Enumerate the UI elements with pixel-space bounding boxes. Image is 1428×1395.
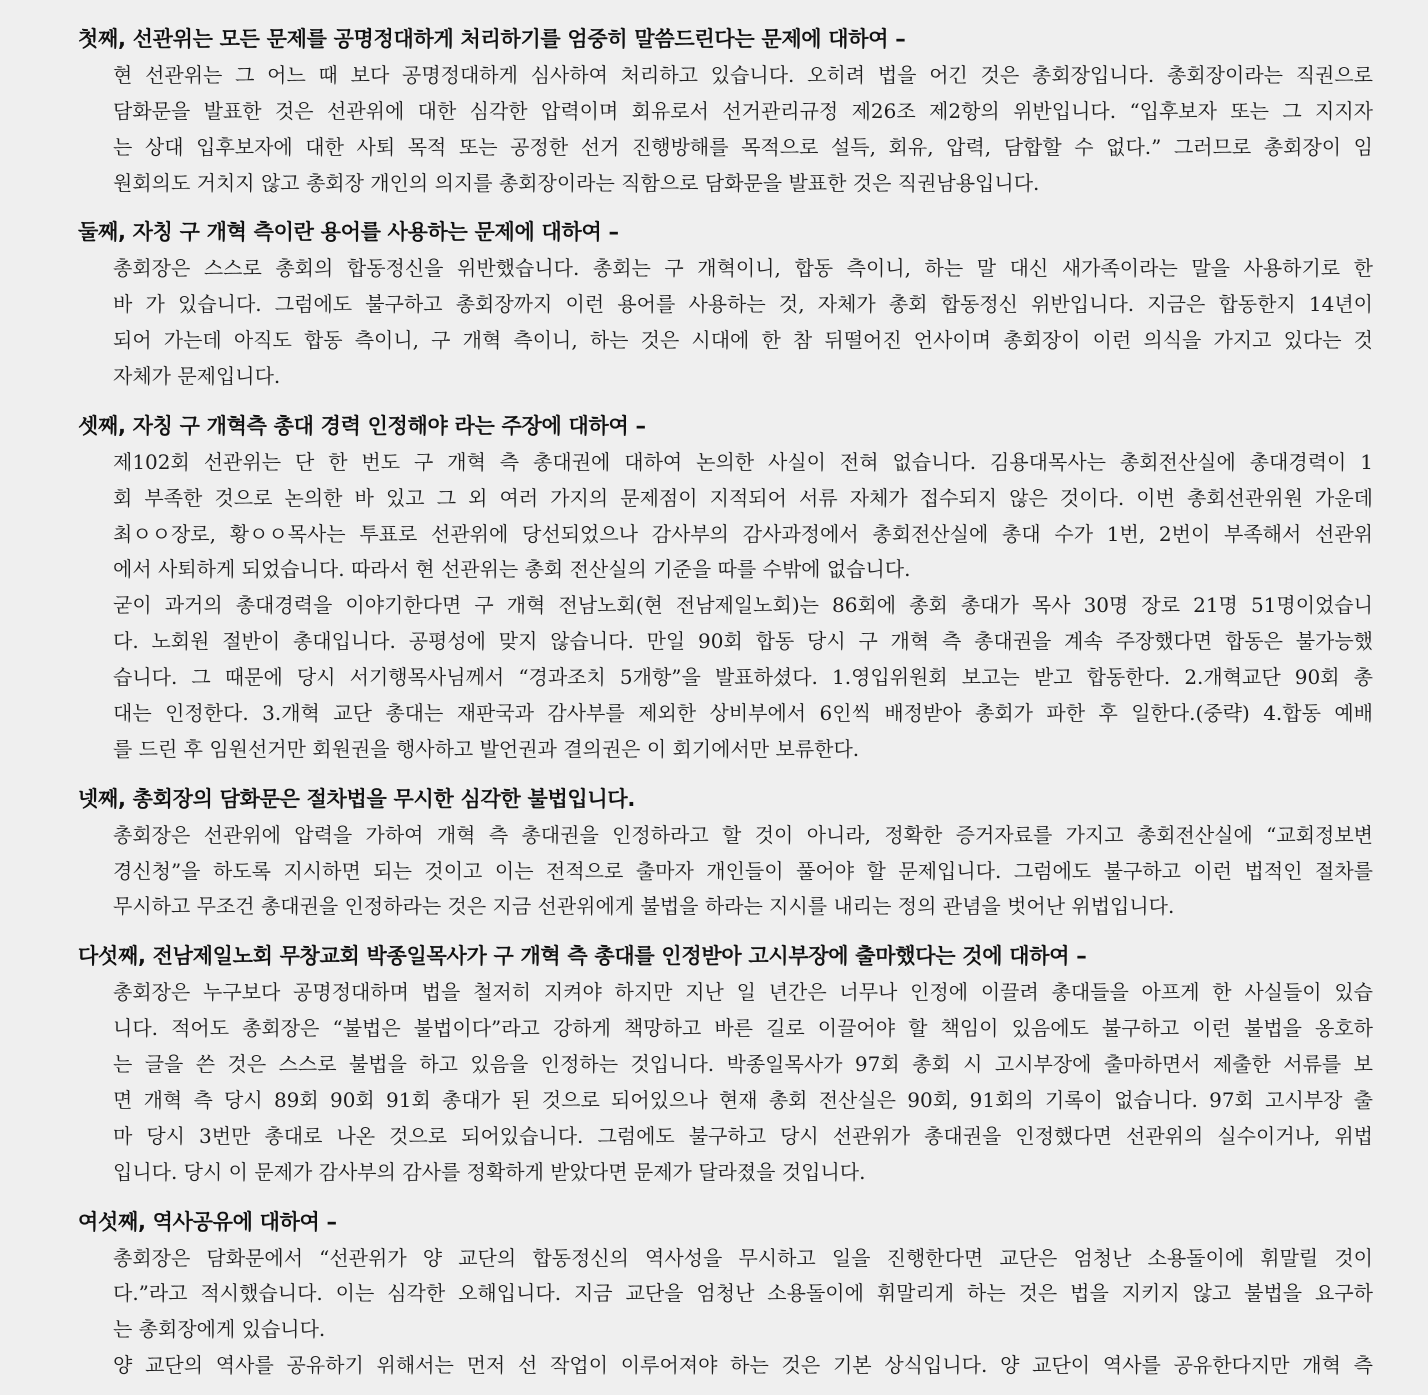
text-line: 굳이 과거의 총대경력을 이야기한다면 구 개혁 전남노회(현 전남제일노회)는 86회에 총회 총대가 목사 30명 장로 21명 51명이었습니: [113, 593, 1373, 618]
text-line: 바 가 있습니다. 그럼에도 불구하고 총회장까지 이런 용어를 사용하는 것, 자체가 총회 합동정신 위반입니다. 지금은 합동한지 14년이: [113, 292, 1373, 317]
text-line: 양 교단의 역사를 공유하기 위해서는 먼저 선 작업이 이루어져야 하는 것은 기본 상식입니다. 양 교단이 역사를 공유한다지만 개혁 측: [113, 1353, 1373, 1378]
section-fifth: [0, 939, 1428, 1190]
section-first: [0, 22, 1428, 201]
section-third: [0, 409, 1428, 768]
text-line: 입니다. 당시 이 문제가 감사부의 감사를 정확하게 받았다면 문제가 달라졌을 것입니다.: [113, 1159, 866, 1184]
section-heading: 넷째, 총회장의 담화문은 절차법을 무시한 심각한 불법입니다.: [78, 786, 636, 811]
text-line: 니다. 적어도 총회장은 “불법은 불법이다”라고 강하게 책망하고 바른 길로 이끌어야 할 책임이 있음에도 불구하고 이런 불법을 옹호하: [113, 1016, 1373, 1041]
section-heading: 둘째, 자칭 구 개혁 측이란 용어를 사용하는 문제에 대하여 –: [78, 220, 619, 245]
text-line: 담화문을 발표한 것은 선관위에 대한 심각한 압력이며 회유로서 선거관리규정 제26조 제2항의 위반입니다. “입후보자 또는 그 지지자: [113, 98, 1373, 123]
text-line: 대는 인정한다. 3.개혁 교단 총대는 재판국과 감사부를 제외한 상비부에서 6인씩 배정받아 총회가 파한 후 일한다.(중략) 4.합동 예배: [113, 701, 1373, 726]
paragraph: [0, 58, 1428, 202]
text-line: 경신청”을 하도록 지시하면 되는 것이고 이는 전적으로 출마자 개인들이 풀어야 할 문제입니다. 그럼에도 불구하고 이런 법적인 절차를: [113, 858, 1373, 883]
text-line: 최ㅇㅇ장로, 황ㅇㅇ목사는 투표로 선관위에 당선되었으나 감사부의 감사과정에서 총회전산실에 총대 수가 1번, 2번이 부족해서 선관위: [113, 521, 1373, 546]
text-line: 무시하고 무조건 총대권을 인정하라는 것은 지금 선관위에게 불법을 하라는 지시를 내리는 정의 관념을 벗어난 위법입니다.: [113, 894, 1175, 919]
text-line: 다.”라고 적시했습니다. 이는 심각한 오해입니다. 지금 교단을 엄청난 소용돌이에 휘말리게 하는 것은 법을 지키지 않고 불법을 요구하: [113, 1281, 1373, 1306]
text-line: 면 개혁 측 당시 89회 90회 91회 총대가 된 것으로 되어있으나 현재 총회 전산실은 90회, 91회의 기록이 없습니다. 97회 고시부장 출: [113, 1087, 1373, 1112]
paragraph: [0, 975, 1428, 1190]
text-line: 총회장은 스스로 총회의 합동정신을 위반했습니다. 총회는 구 개혁이니, 합동 측이니, 하는 말 대신 새가족이라는 말을 사용하기로 한: [113, 256, 1373, 281]
paragraph: [0, 1348, 1428, 1384]
text-line: 는 글을 쓴 것은 스스로 불법을 하고 있음을 인정하는 것입니다. 박종일목사가 97회 총회 시 고시부장에 출마하면서 제출한 서류를 보: [113, 1052, 1373, 1077]
section-heading: 다섯째, 전남제일노회 무창교회 박종일목사가 구 개혁 측 총대를 인정받아 고시부장에 출마했다는 것에 대하여 –: [78, 944, 1087, 969]
text-line: 총회장은 담화문에서 “선관위가 양 교단의 합동정신의 역사성을 무시하고 일을 진행한다면 교단은 엄청난 소용돌이에 휘말릴 것이: [113, 1245, 1373, 1270]
text-line: 되어 가는데 아직도 합동 측이니, 구 개혁 측이니, 하는 것은 시대에 한 참 뒤떨어진 언사이며 총회장이 이런 의식을 가지고 있다는 것: [113, 328, 1373, 353]
text-line: 습니다. 그 때문에 당시 서기행목사님께서 “경과조치 5개항”을 발표하셨다. 1.영입위원회 보고는 받고 합동한다. 2.개혁교단 90회 총: [113, 665, 1373, 690]
text-line: 회 부족한 것으로 논의한 바 있고 그 외 여러 가지의 문제점이 지적되어 서류 자체가 접수되지 않은 것이다. 이번 총회선관위원 가운데: [113, 485, 1373, 510]
paragraph: [0, 588, 1428, 767]
section-second: [0, 215, 1428, 394]
paragraph: [0, 251, 1428, 395]
paragraph: [0, 1241, 1428, 1349]
paragraph: [0, 445, 1428, 589]
text-line: 현 선관위는 그 어느 때 보다 공명정대하게 심사하여 처리하고 있습니다. 오히려 법을 어긴 것은 총회장입니다. 총회장이라는 직권으로: [113, 62, 1373, 87]
section-heading: 첫째, 선관위는 모든 문제를 공명정대하게 처리하기를 엄중히 말씀드린다는 문제에 대하여 –: [78, 27, 906, 51]
paragraph: [0, 818, 1428, 926]
section-heading: 셋째, 자칭 구 개혁측 총대 경력 인정해야 라는 주장에 대하여 –: [78, 413, 646, 438]
text-line: 에서 사퇴하게 되었습니다. 따라서 현 선관위는 총회 전산실의 기준을 따를 수밖에 없습니다.: [113, 557, 911, 582]
text-line: 원회의도 거치지 않고 총회장 개인의 의지를 총회장이라는 직함으로 담화문을 발표한 것은 직권남용입니다.: [113, 170, 1040, 195]
text-line: 총회장은 누구보다 공명정대하며 법을 철저히 지켜야 하지만 지난 일 년간은 너무나 인정에 이끌려 총대들을 아프게 한 사실들이 있습: [113, 980, 1373, 1005]
text-line: 총회장은 선관위에 압력을 가하여 개혁 측 총대권을 인정하라고 할 것이 아니라, 정확한 증거자료를 가지고 총회전산실에 “교회정보변: [113, 822, 1373, 847]
text-line: 다. 노회원 절반이 총대입니다. 공평성에 맞지 않습니다. 만일 90회 합동 당시 구 개혁 측 총대권을 계속 주장했다면 합동은 불가능했: [113, 629, 1373, 654]
text-line: 는 상대 입후보자에 대한 사퇴 목적 또는 공정한 선거 진행방해를 목적으로 설득, 회유, 압력, 담합할 수 없다.” 그러므로 총회장이 임: [113, 134, 1373, 159]
section-fourth: [0, 782, 1428, 926]
text-line: 마 당시 3번만 총대로 나온 것으로 되어있습니다. 그럼에도 불구하고 당시 선관위가 총대권을 인정했다면 선관위의 실수이거나, 위법: [113, 1123, 1373, 1148]
section-heading: 여섯째, 역사공유에 대하여 –: [78, 1209, 337, 1234]
text-line: 는 총회장에게 있습니다.: [113, 1317, 326, 1342]
text-line: 를 드린 후 임원선거만 회원권을 행사하고 발언권과 결의권은 이 회기에서만 보류한다.: [113, 736, 860, 761]
text-line: 자체가 문제입니다.: [113, 364, 281, 389]
section-sixth: [0, 1205, 1428, 1384]
text-line: 제102회 선관위는 단 한 번도 구 개혁 측 총대권에 대하여 논의한 사실이 전혀 없습니다. 김용대목사는 총회전산실에 총대경력이 1: [113, 449, 1373, 474]
